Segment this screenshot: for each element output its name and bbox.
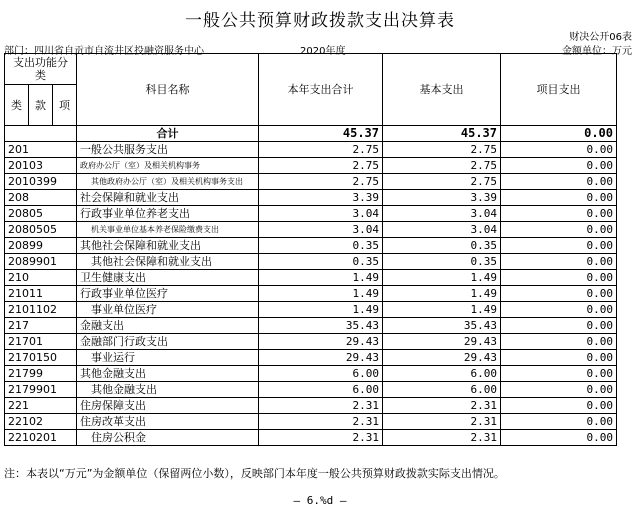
row-project-amount: 0.00 [501,158,617,174]
row-subject-name: 其他金融支出 [77,366,259,382]
row-code: 217 [5,318,77,334]
row-basic-amount: 2.75 [383,174,501,190]
row-total-amount: 1.49 [259,302,383,318]
row-basic-amount: 3.39 [383,190,501,206]
table-row [5,286,617,302]
row-code: 2010399 [5,174,77,190]
row-total-amount: 2.75 [259,142,383,158]
row-total-amount: 0.35 [259,254,383,270]
row-subject-name: 卫生健康支出 [77,270,259,286]
row-basic-amount: 0.35 [383,254,501,270]
row-project-amount: 0.00 [501,190,617,206]
row-basic-amount: 6.00 [383,366,501,382]
row-project-amount: 0.00 [501,222,617,238]
row-total-amount: 2.31 [259,414,383,430]
row-subject-name: 政府办公厅（室）及相关机构事务 [77,158,259,174]
row-project-amount: 0.00 [501,382,617,398]
table-row [5,334,617,350]
row-project-amount: 0.00 [501,286,617,302]
row-code: 2170150 [5,350,77,366]
row-total-amount: 0.35 [259,238,383,254]
row-basic-amount: 2.31 [383,398,501,414]
total-label: 合计 [77,126,259,142]
total-header: 本年支出合计 [259,54,383,126]
page-number: — 6.%d — [293,494,347,507]
project-header: 项目支出 [501,54,617,126]
header-row-1 [5,54,617,85]
total-code-cell [5,126,77,142]
row-subject-name: 社会保障和就业支出 [77,190,259,206]
row-subject-name: 住房保障支出 [77,398,259,414]
row-project-amount: 0.00 [501,430,617,446]
row-code: 21701 [5,334,77,350]
row-code: 2089901 [5,254,77,270]
table-row [5,238,617,254]
row-basic-amount: 29.43 [383,350,501,366]
table-row [5,382,617,398]
row-total-amount: 1.49 [259,270,383,286]
row-basic-amount: 29.43 [383,334,501,350]
row-basic-amount: 35.43 [383,318,501,334]
table-row [5,318,617,334]
table-row [5,254,617,270]
row-code: 2210201 [5,430,77,446]
row-project-amount: 0.00 [501,270,617,286]
table-row [5,206,617,222]
total-project: 0.00 [501,126,617,142]
row-project-amount: 0.00 [501,350,617,366]
row-total-amount: 6.00 [259,382,383,398]
table-row [5,302,617,318]
row-basic-amount: 1.49 [383,302,501,318]
row-subject-name: 其他社会保障和就业支出 [77,254,259,270]
row-project-amount: 0.00 [501,366,617,382]
subject-header: 科目名称 [77,54,259,126]
row-project-amount: 0.00 [501,238,617,254]
total-basic: 45.37 [383,126,501,142]
row-total-amount: 2.75 [259,174,383,190]
row-subject-name: 其他社会保障和就业支出 [77,238,259,254]
row-subject-name: 事业单位医疗 [77,302,259,318]
row-code: 2101102 [5,302,77,318]
row-project-amount: 0.00 [501,174,617,190]
row-code: 221 [5,398,77,414]
row-total-amount: 1.49 [259,286,383,302]
footnote: 注：本表以“万元”为金额单位（保留两位小数），反映部门本年度一般公共预算财政拨款实际支出情况。 [4,467,505,480]
row-total-amount: 2.75 [259,158,383,174]
basic-header: 基本支出 [383,54,501,126]
total-row [5,126,617,142]
row-basic-amount: 2.75 [383,158,501,174]
row-project-amount: 0.00 [501,398,617,414]
row-code: 2080505 [5,222,77,238]
row-total-amount: 3.04 [259,222,383,238]
row-subject-name: 行政事业单位医疗 [77,286,259,302]
row-code: 208 [5,190,77,206]
row-basic-amount: 1.49 [383,286,501,302]
row-code: 20899 [5,238,77,254]
row-subject-name: 金融支出 [77,318,259,334]
row-code: 20805 [5,206,77,222]
row-total-amount: 2.31 [259,398,383,414]
table-row [5,270,617,286]
form-code: 财决公开06表 [569,32,632,43]
row-code: 21799 [5,366,77,382]
department-label: 部门：四川省自贡市自流井区投融资服务中心 [4,46,204,57]
table-row [5,350,617,366]
table-row [5,158,617,174]
row-subject-name: 住房改革支出 [77,414,259,430]
row-total-amount: 29.43 [259,350,383,366]
row-project-amount: 0.00 [501,318,617,334]
row-basic-amount: 6.00 [383,382,501,398]
table-row [5,190,617,206]
table-row [5,398,617,414]
table-row [5,414,617,430]
row-total-amount: 3.39 [259,190,383,206]
row-project-amount: 0.00 [501,254,617,270]
kuan-header: 款 [29,85,53,126]
amount-unit: 金额单位：万元 [562,46,632,57]
row-basic-amount: 3.04 [383,206,501,222]
table-body [5,54,617,446]
row-code: 22102 [5,414,77,430]
table-row [5,142,617,158]
row-code: 201 [5,142,77,158]
row-subject-name: 行政事业单位养老支出 [77,206,259,222]
table-row [5,366,617,382]
row-basic-amount: 3.04 [383,222,501,238]
row-project-amount: 0.00 [501,142,617,158]
row-total-amount: 6.00 [259,366,383,382]
row-total-amount: 3.04 [259,206,383,222]
row-total-amount: 2.31 [259,430,383,446]
row-basic-amount: 2.31 [383,430,501,446]
row-subject-name: 一般公共服务支出 [77,142,259,158]
xiang-header: 项 [53,85,77,126]
row-subject-name: 其他金融支出 [77,382,259,398]
row-project-amount: 0.00 [501,206,617,222]
table-row [5,430,617,446]
row-subject-name: 事业运行 [77,350,259,366]
row-code: 20103 [5,158,77,174]
row-code: 210 [5,270,77,286]
row-subject-name: 金融部门行政支出 [77,334,259,350]
row-code: 2179901 [5,382,77,398]
row-project-amount: 0.00 [501,334,617,350]
report-title: 一般公共预算财政拨款支出决算表 [185,11,455,31]
table-row [5,174,617,190]
expenditure-table [4,53,617,446]
row-total-amount: 29.43 [259,334,383,350]
row-basic-amount: 2.75 [383,142,501,158]
row-project-amount: 0.00 [501,302,617,318]
row-total-amount: 35.43 [259,318,383,334]
class-group-header: 支出功能分类 [5,54,77,85]
table-row [5,222,617,238]
fiscal-year: 2020年度 [300,46,346,57]
row-subject-name: 住房公积金 [77,430,259,446]
row-code: 21011 [5,286,77,302]
row-basic-amount: 0.35 [383,238,501,254]
lei-header: 类 [5,85,29,126]
total-sum: 45.37 [259,126,383,142]
row-basic-amount: 1.49 [383,270,501,286]
row-project-amount: 0.00 [501,414,617,430]
row-subject-name: 机关事业单位基本养老保险缴费支出 [77,222,259,238]
row-subject-name: 其他政府办公厅（室）及相关机构事务支出 [77,174,259,190]
row-basic-amount: 2.31 [383,414,501,430]
